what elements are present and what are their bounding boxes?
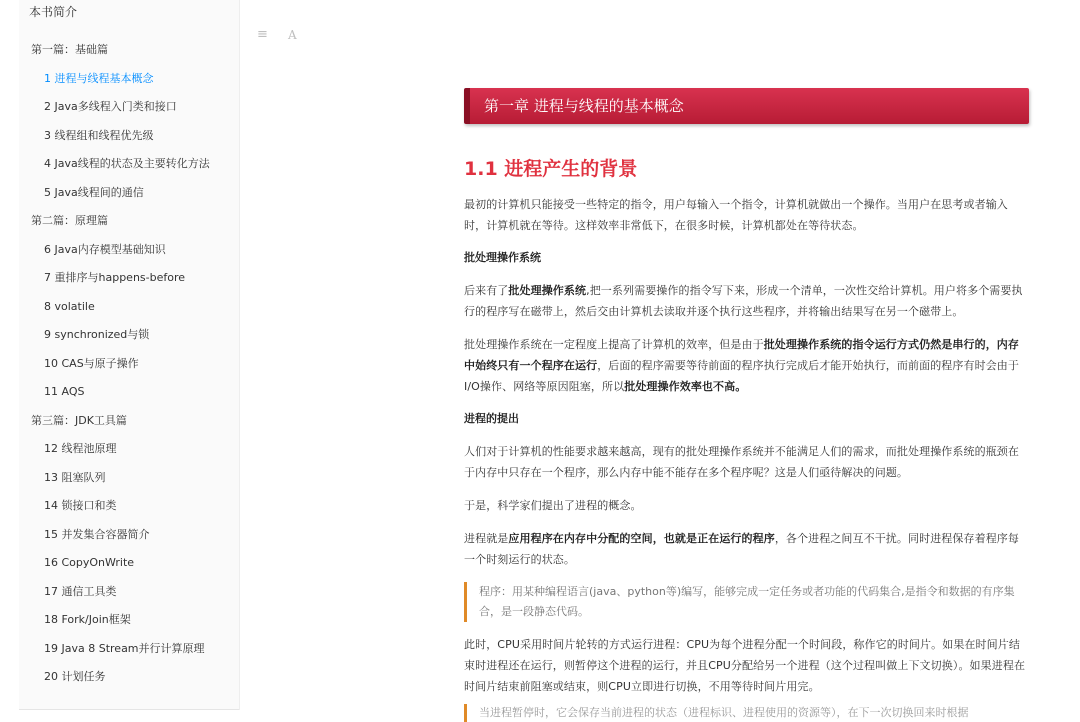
sidebar-item[interactable]: 14 锁接口和类 [44, 499, 117, 512]
sidebar-item[interactable]: 8 volatile [44, 299, 95, 313]
sidebar-item[interactable]: 6 Java内存模型基础知识 [44, 242, 166, 256]
sidebar-item[interactable]: 3 线程组和线程优先级 [44, 128, 154, 142]
sidebar-item[interactable]: 13 阻塞队列 [44, 470, 106, 484]
font-settings-icon[interactable]: A [288, 28, 297, 42]
section-title: 1.1 进程产生的背景 [464, 158, 638, 180]
text-run: 进程就是 [464, 532, 509, 545]
bold-text: 应用程序在内存中分配的空间，也就是正在运行的程序 [508, 532, 775, 545]
paragraph-batch-efficiency [464, 334, 1029, 397]
sidebar-toc [19, 0, 240, 710]
chapter-title-banner: 第一章 进程与线程的基本概念 [464, 88, 1029, 124]
sidebar-item[interactable]: 5 Java线程间的通信 [44, 185, 144, 199]
text-run: ，各个进程之间互不干扰。同时进程保存着程序每一个时刻运行的状态。 [464, 532, 1020, 566]
sidebar-item[interactable]: 9 synchronized与锁 [44, 328, 150, 341]
sidebar-item[interactable]: 1 进程与线程基本概念 [44, 71, 154, 85]
sidebar-item-book-intro[interactable]: 本书简介 [29, 5, 78, 19]
sidebar-divider [19, 709, 239, 710]
blockquote-partial: 当进程暂停时，它会保存当前进程的状态（进程标识、进程使用的资源等），在下一次切换回来时根据 [464, 704, 1029, 722]
sidebar-item[interactable]: 2 Java多线程入门类和接口 [44, 100, 177, 113]
text-run: 批处理操作系统在一定程度上提高了计算机的效率，但是由于 [464, 338, 764, 351]
sidebar-item[interactable]: 11 AQS [44, 385, 85, 398]
sidebar-item[interactable]: 17 通信工具类 [44, 584, 117, 598]
toc-list [19, 36, 239, 692]
sidebar-item[interactable]: 12 线程池原理 [44, 442, 117, 455]
text-run: 后来有了 [464, 284, 509, 297]
sidebar-item[interactable]: 16 CopyOnWrite [44, 556, 135, 569]
paragraph-intro: 最初的计算机只能接受一些特定的指令，用户每输入一个指令，计算机就做出一个操作。当用户在思考或者输入时，计算机就在等待。这样效率非常低下，在很多时候，计算机都处在等待状态。 [464, 198, 1008, 232]
sidebar-item[interactable]: 18 Fork/Join框架 [44, 613, 131, 626]
paragraph-batch-os [464, 280, 1029, 322]
paragraph-time-slice: 此时，CPU采用时间片轮转的方式运行进程：CPU为每个进程分配一个时间段，称作它的时间片。如果在时间片结束时进程还在运行，则暂停这个进程的运行，并且CPU分配给另一个进程（这个过程叫做上下文切换）。如果进程在时间片结束前阻塞或结束，则CPU立即进行切换，不用等待时间片用完。 [464, 638, 1026, 693]
subheading-batch-os: 批处理操作系统 [464, 251, 541, 264]
blockquote-program: 程序：用某种编程语言(java、python等)编写，能够完成一定任务或者功能的代码集合,是指令和数据的有序集合，是一段静态代码。 [464, 582, 1029, 622]
sidebar-section-heading: 第三篇：JDK工具篇 [31, 413, 127, 427]
text-run: ，后面的程序需要等待前面的程序执行完成后才能开始执行，而前面的程序有时会由于I/O操作、网络等原因阻塞，所以 [464, 359, 1019, 393]
paragraph-process-definition [464, 528, 1029, 570]
subheading-process: 进程的提出 [464, 412, 519, 425]
paragraph-demand: 人们对于计算机的性能要求越来越高，现有的批处理操作系统并不能满足人们的需求，而批处理操作系统的瓶颈在于内存中只存在一个程序，那么内存中能不能存在多个程序呢？这是人们亟待解决的问题。 [464, 445, 1019, 479]
sidebar-item[interactable]: 7 重排序与happens-before [44, 271, 186, 284]
sidebar-section-heading: 第一篇：基础篇 [31, 43, 108, 56]
article-content [464, 88, 1029, 697]
text-run: ,把一系列需要操作的指令写下来，形成一个清单，一次性交给计算机。用户将多个需要执行的程序写在磁带上，然后交由计算机去读取并逐个执行这些程序，并将输出结果写在另一个磁带上。 [464, 284, 1023, 318]
sidebar-item[interactable]: 15 并发集合容器简介 [44, 527, 150, 541]
paragraph-concept: 于是，科学家们提出了进程的概念。 [464, 499, 642, 512]
sidebar-section-heading: 第二篇：原理篇 [31, 214, 108, 227]
sidebar-item[interactable]: 4 Java线程的状态及主要转化方法 [44, 157, 210, 170]
bold-text: 批处理操作效率也不高。 [624, 380, 747, 393]
sidebar-item[interactable]: 10 CAS与原子操作 [44, 356, 139, 370]
bold-text: 批处理操作系统 [508, 284, 587, 297]
sidebar-item[interactable]: 19 Java 8 Stream并行计算原理 [44, 641, 205, 655]
bold-text: 批处理操作系统的指令运行方式仍然是串行的，内存中始终只有一个程序在运行 [464, 338, 1020, 372]
sidebar-item[interactable]: 20 计划任务 [44, 670, 106, 683]
hamburger-menu-icon[interactable]: ≡ [257, 27, 268, 42]
